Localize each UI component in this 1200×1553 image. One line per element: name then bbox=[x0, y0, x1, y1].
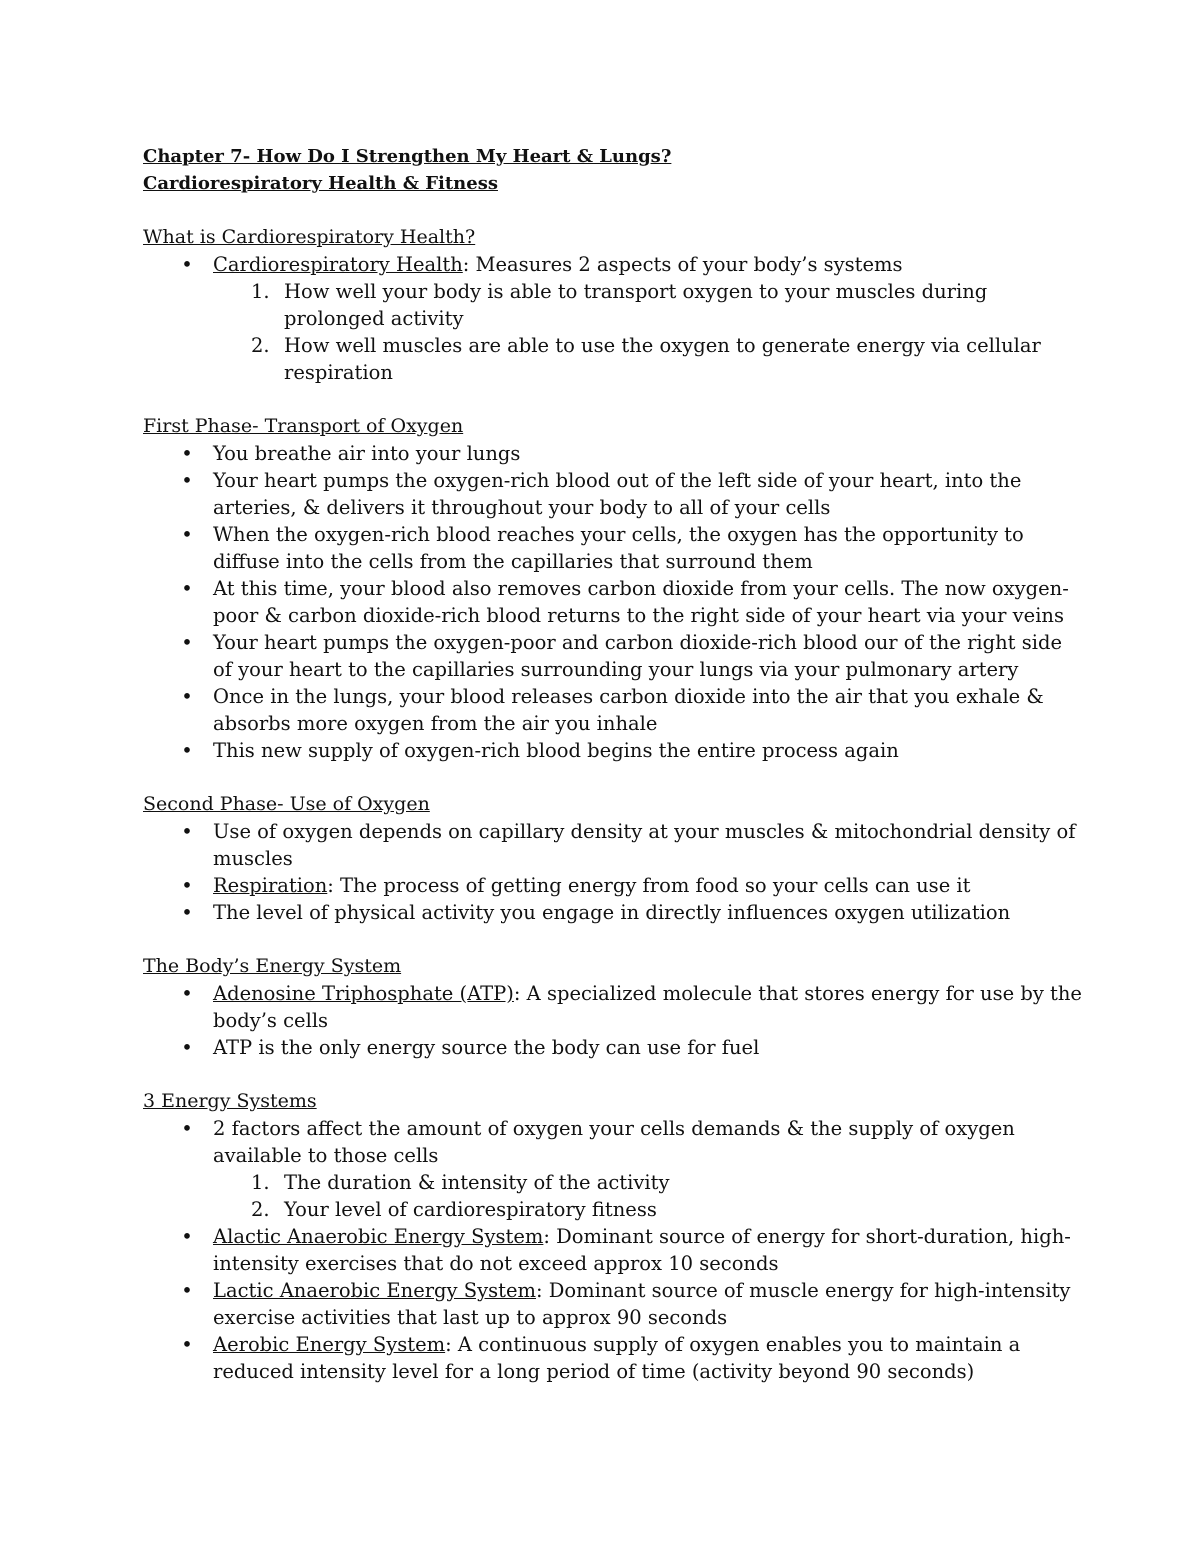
bullet-icon: • bbox=[181, 739, 193, 762]
item-number: 1. bbox=[251, 1171, 270, 1194]
page-subtitle: Cardiorespiratory Health & Fitness bbox=[143, 173, 498, 194]
item-text: Your heart pumps the oxygen-rich blood out of the left side of your heart, into the arteries, & delivers it throughout your body to all of your cells bbox=[213, 469, 1022, 519]
term: Adenosine Triphosphate (ATP) bbox=[213, 982, 514, 1005]
list-item bbox=[143, 575, 1083, 629]
item-text: This new supply of oxygen-rich blood begins the entire process again bbox=[213, 739, 899, 762]
bullet-icon: • bbox=[181, 523, 193, 546]
list-item bbox=[143, 467, 1083, 521]
list-item bbox=[143, 1223, 1083, 1277]
list-item bbox=[143, 440, 1083, 467]
bullet-list bbox=[143, 980, 1083, 1061]
bullet-icon: • bbox=[181, 469, 193, 492]
section-cardiorespiratory-health bbox=[143, 224, 1083, 386]
numbered-item bbox=[213, 1196, 1083, 1223]
numbered-list bbox=[213, 278, 1083, 386]
definition: : Dominant source of muscle energy for high-intensity exercise activities that last up to approx 90 seconds bbox=[213, 1279, 1071, 1329]
list-item bbox=[143, 683, 1083, 737]
bullet-icon: • bbox=[181, 982, 193, 1005]
bullet-list bbox=[143, 440, 1083, 764]
bullet-icon: • bbox=[181, 631, 193, 654]
definition: : A continuous supply of oxygen enables you to maintain a reduced intensity level for a long period of time (activity beyond 90 seconds) bbox=[213, 1333, 1021, 1383]
bullet-icon: • bbox=[181, 1225, 193, 1248]
term: Alactic Anaerobic Energy System bbox=[213, 1225, 544, 1248]
bullet-icon: • bbox=[181, 874, 193, 897]
term: Cardiorespiratory Health bbox=[213, 253, 463, 276]
section-first-phase bbox=[143, 413, 1083, 764]
definition: : Measures 2 aspects of your body’s systems bbox=[462, 253, 903, 276]
term: Respiration bbox=[213, 874, 328, 897]
bullet-list bbox=[143, 1115, 1083, 1385]
list-item bbox=[143, 872, 1083, 899]
section-heading: What is Cardiorespiratory Health? bbox=[143, 226, 476, 248]
list-item bbox=[143, 1331, 1083, 1385]
term: Aerobic Energy System bbox=[213, 1333, 446, 1356]
page-title: Chapter 7- How Do I Strengthen My Heart & Lungs? bbox=[143, 146, 672, 167]
list-item bbox=[143, 1277, 1083, 1331]
numbered-item bbox=[213, 278, 1083, 332]
section-heading: First Phase- Transport of Oxygen bbox=[143, 415, 464, 437]
numbered-item bbox=[213, 1169, 1083, 1196]
section-energy-system bbox=[143, 953, 1083, 1061]
item-text: How well muscles are able to use the oxygen to generate energy via cellular respiration bbox=[284, 334, 1041, 384]
list-item bbox=[143, 818, 1083, 872]
item-text: When the oxygen-rich blood reaches your cells, the oxygen has the opportunity to diffuse into the cells from the capillaries that surround them bbox=[213, 523, 1024, 573]
list-item bbox=[143, 251, 1083, 386]
bullet-icon: • bbox=[181, 1036, 193, 1059]
item-text: You breathe air into your lungs bbox=[213, 442, 521, 465]
term: Lactic Anaerobic Energy System bbox=[213, 1279, 536, 1302]
bullet-icon: • bbox=[181, 1279, 193, 1302]
bullet-icon: • bbox=[181, 1117, 193, 1140]
item-text: The duration & intensity of the activity bbox=[284, 1171, 670, 1194]
definition: : Dominant source of energy for short-duration, high-intensity exercises that do not exceed approx 10 seconds bbox=[213, 1225, 1071, 1275]
bullet-list bbox=[143, 818, 1083, 926]
list-item bbox=[143, 1034, 1083, 1061]
definition: : The process of getting energy from food so your cells can use it bbox=[327, 874, 971, 897]
bullet-icon: • bbox=[181, 685, 193, 708]
section-heading: 3 Energy Systems bbox=[143, 1090, 317, 1112]
item-text: Use of oxygen depends on capillary density at your muscles & mitochondrial density of muscles bbox=[213, 820, 1076, 870]
bullet-icon: • bbox=[181, 901, 193, 924]
list-item bbox=[143, 980, 1083, 1034]
list-item bbox=[143, 737, 1083, 764]
definition: : A specialized molecule that stores energy for use by the body’s cells bbox=[213, 982, 1082, 1032]
numbered-list bbox=[213, 1169, 1083, 1223]
item-text: Your level of cardiorespiratory fitness bbox=[284, 1198, 657, 1221]
item-number: 2. bbox=[251, 334, 270, 357]
bullet-icon: • bbox=[181, 577, 193, 600]
item-number: 2. bbox=[251, 1198, 270, 1221]
item-text: How well your body is able to transport oxygen to your muscles during prolonged activity bbox=[284, 280, 988, 330]
item-number: 1. bbox=[251, 280, 270, 303]
bullet-icon: • bbox=[181, 820, 193, 843]
bullet-list bbox=[143, 251, 1083, 386]
section-second-phase bbox=[143, 791, 1083, 926]
bullet-icon: • bbox=[181, 442, 193, 465]
document-page bbox=[143, 143, 1083, 1385]
item-text: At this time, your blood also removes carbon dioxide from your cells. The now oxygen-poor & carbon dioxide-rich blood returns to the right side of your heart via your veins bbox=[213, 577, 1069, 627]
list-item bbox=[143, 899, 1083, 926]
item-text: Once in the lungs, your blood releases carbon dioxide into the air that you exhale & absorbs more oxygen from the air you inhale bbox=[213, 685, 1044, 735]
numbered-item bbox=[213, 332, 1083, 386]
item-text: 2 factors affect the amount of oxygen your cells demands & the supply of oxygen available to those cells bbox=[213, 1117, 1015, 1167]
section-heading: Second Phase- Use of Oxygen bbox=[143, 793, 430, 815]
list-item bbox=[143, 1115, 1083, 1223]
item-text: Your heart pumps the oxygen-poor and carbon dioxide-rich blood our of the right side of your heart to the capillaries surrounding your lungs via your pulmonary artery bbox=[213, 631, 1062, 681]
item-text: The level of physical activity you engage in directly influences oxygen utilization bbox=[213, 901, 1011, 924]
item-text: ATP is the only energy source the body can use for fuel bbox=[213, 1036, 760, 1059]
section-heading: The Body’s Energy System bbox=[143, 955, 402, 977]
list-item bbox=[143, 629, 1083, 683]
section-three-energy-systems bbox=[143, 1088, 1083, 1385]
bullet-icon: • bbox=[181, 253, 193, 276]
bullet-icon: • bbox=[181, 1333, 193, 1356]
list-item bbox=[143, 521, 1083, 575]
